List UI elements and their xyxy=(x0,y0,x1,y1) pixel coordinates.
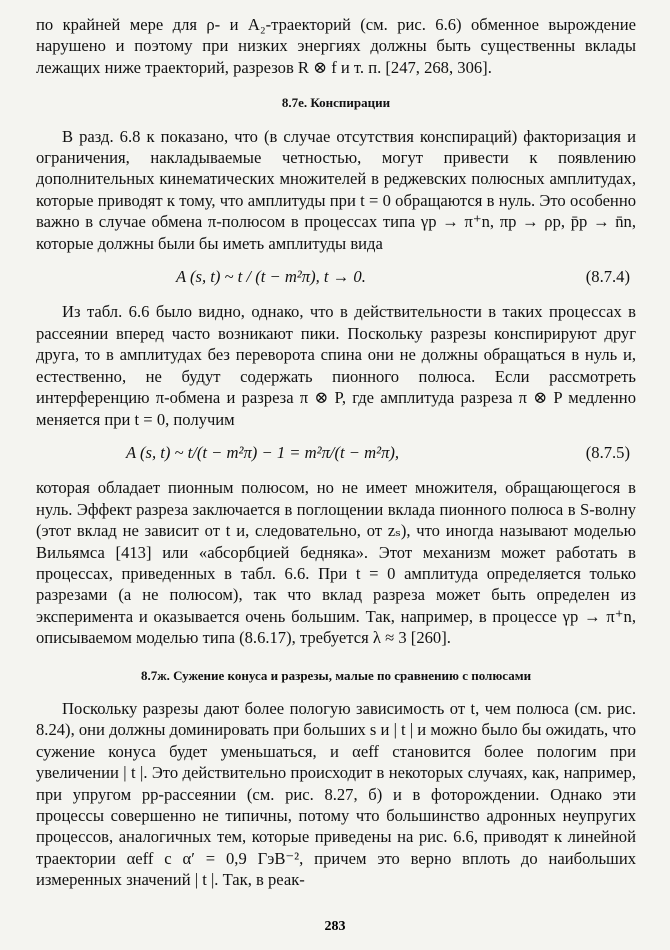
paragraph-3: Из табл. 6.6 было видно, однако, что в действительности в таких процессах в рассеянии вперед часто возникают пики. Поскольку разрезы конспирируют друг друга, то в амплитудах без переворота спина они не должны обращаться в нуль и, естественно, не будут содержать пионного полюса. Если рассмотреть интерференцию π-обмена и разреза π ⊗ P, где амплитуда разреза π ⊗ P медленно меняется при t = 0, получим xyxy=(36,302,636,429)
paragraph-5: Поскольку разрезы дают более пологую зависимость от t, чем полюса (см. рис. 8.24), они должны доминировать при больших s и | t | и можно было бы ожидать, что сужение конуса будет уменьшаться, и αeff становится более пологим при увеличении | t |. Это действительно происходит в некоторых случаях, как, например, при упругом pp-рассеянии (см. рис. 8.27, б) и в фоторождении. Однако эти процессы совершенно не типичны, потому что большинство адронных неупругих процессов, аналогичных тем, которые приведены на рис. 6.6, приводят к линейной траектории αeff с α′ = 0,9 ГэВ⁻², причем это верно вплоть до наибольших измеренных значений | t |. Так, в реак- xyxy=(36,698,636,890)
paragraph-4: которая обладает пионным полюсом, но не имеет множителя, обращающегося в нуль. Эффект разреза заключается в поглощении вклада пионного полюса в S-волну (этот вклад не зависит от t и, следовательно, от zₛ), что иногда называют моделью Вильямса [413] или «абсорбцией бедняка». Этот механизм может работать в процессах, приведенных в табл. 6.6. При t = 0 амплитуда определяется только разрезами (а не полюсом), так что вклад разреза может быть определен из эксперимента и оказывается очень большим. Так, например, в процессе γp → π⁺n, описываемом моделью типа (8.6.17), требуется λ ≈ 3 [260]. xyxy=(36,478,636,648)
page-number: 283 xyxy=(324,919,346,934)
paragraph-1: по крайней мере для ρ- и A₂-траекторий (см. рис. 6.6) обменное вырождение нарушено и поэтому при низких энергиях должны быть существенны вклады лежащих ниже траекторий, разрезов R ⊗ f и т. п. [247, 268, 306]. xyxy=(36,15,636,77)
equation-8-7-4-number: (8.7.4) xyxy=(585,267,630,287)
page-body xyxy=(36,14,636,891)
section-heading-8-7zh: 8.7ж. Сужение конуса и разрезы, малые по сравнению с полюсами xyxy=(140,667,532,683)
equation-8-7-5 xyxy=(36,442,636,463)
equation-8-7-5-formula: A (s, t) ~ t/(t − m²π) − 1 = m²π/(t − m²π), xyxy=(126,442,400,462)
equation-8-7-5-number: (8.7.5) xyxy=(585,442,630,462)
equation-8-7-4 xyxy=(36,266,636,287)
paragraph-2: В разд. 6.8 к показано, что (в случае отсутствия конспираций) факторизация и ограничения, накладываемые четностью, могут привести к появлению дополнительных кинематических множителей в реджевских полюсных амплитудах, которые приводят к тому, что амплитуды при t = 0 обращаются в нуль. Это особенно важно в случае обмена π-полюсом в процессах типа γp → π⁺n, πp → ρp, p̄p → n̄n, которые должны были бы иметь амплитуды вида xyxy=(36,126,636,253)
section-heading-8-7e: 8.7е. Конспирации xyxy=(281,95,391,111)
equation-8-7-4-formula: A (s, t) ~ t / (t − m²π), t → 0. xyxy=(176,267,366,287)
